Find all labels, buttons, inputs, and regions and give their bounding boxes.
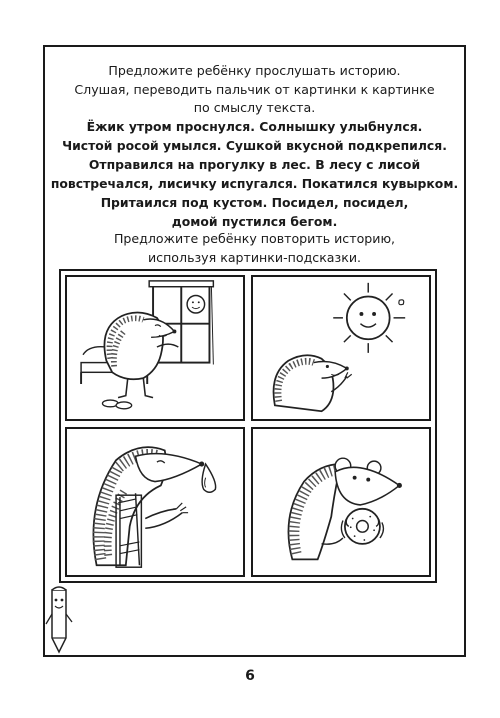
hedgehog-bagel-illustration — [253, 429, 429, 575]
story-line: Ёжик утром проснулся. Солнышку улыбнулся. — [86, 119, 423, 134]
picture-hedgehog-wakes-up — [65, 275, 245, 421]
hedgehog-dew-illustration — [67, 429, 243, 575]
intro-line: Слушая, переводить пальчик от картинки к картинке — [74, 81, 435, 97]
instruction-retell — [48, 230, 461, 267]
intro-line: Предложите ребёнку прослушать историю. — [108, 63, 401, 78]
task-line: используя картинки-подсказки. — [147, 249, 362, 265]
story-line: Отправился на прогулку в лес. В лесу с лисой — [88, 157, 421, 172]
picture-grid — [59, 269, 437, 583]
instruction-listen — [48, 62, 461, 118]
hedgehog-sun-illustration — [253, 277, 429, 419]
story-text — [48, 117, 461, 231]
page-number: 6 — [245, 668, 255, 684]
story-line: Чистой росой умылся. Сушкой вкусной подкрепился. — [62, 138, 447, 153]
picture-hedgehog-smiles-at-sun — [251, 275, 431, 421]
story-line: домой пустился бегом. — [171, 214, 338, 229]
picture-hedgehog-washes-with-dew — [65, 427, 245, 577]
picture-hedgehog-eats-bagel — [251, 427, 431, 577]
intro-line: по смыслу текста. — [193, 100, 316, 115]
task-line: Предложите ребёнку повторить историю, — [113, 231, 396, 246]
hedgehog-wakes-up-illustration — [67, 277, 243, 419]
story-line: повстречался, лисичку испугался. Покатился кувырком. — [50, 176, 459, 191]
pencil-mascot-icon — [44, 584, 74, 656]
story-line: Притаился под кустом. Посидел, посидел, — [100, 195, 409, 210]
